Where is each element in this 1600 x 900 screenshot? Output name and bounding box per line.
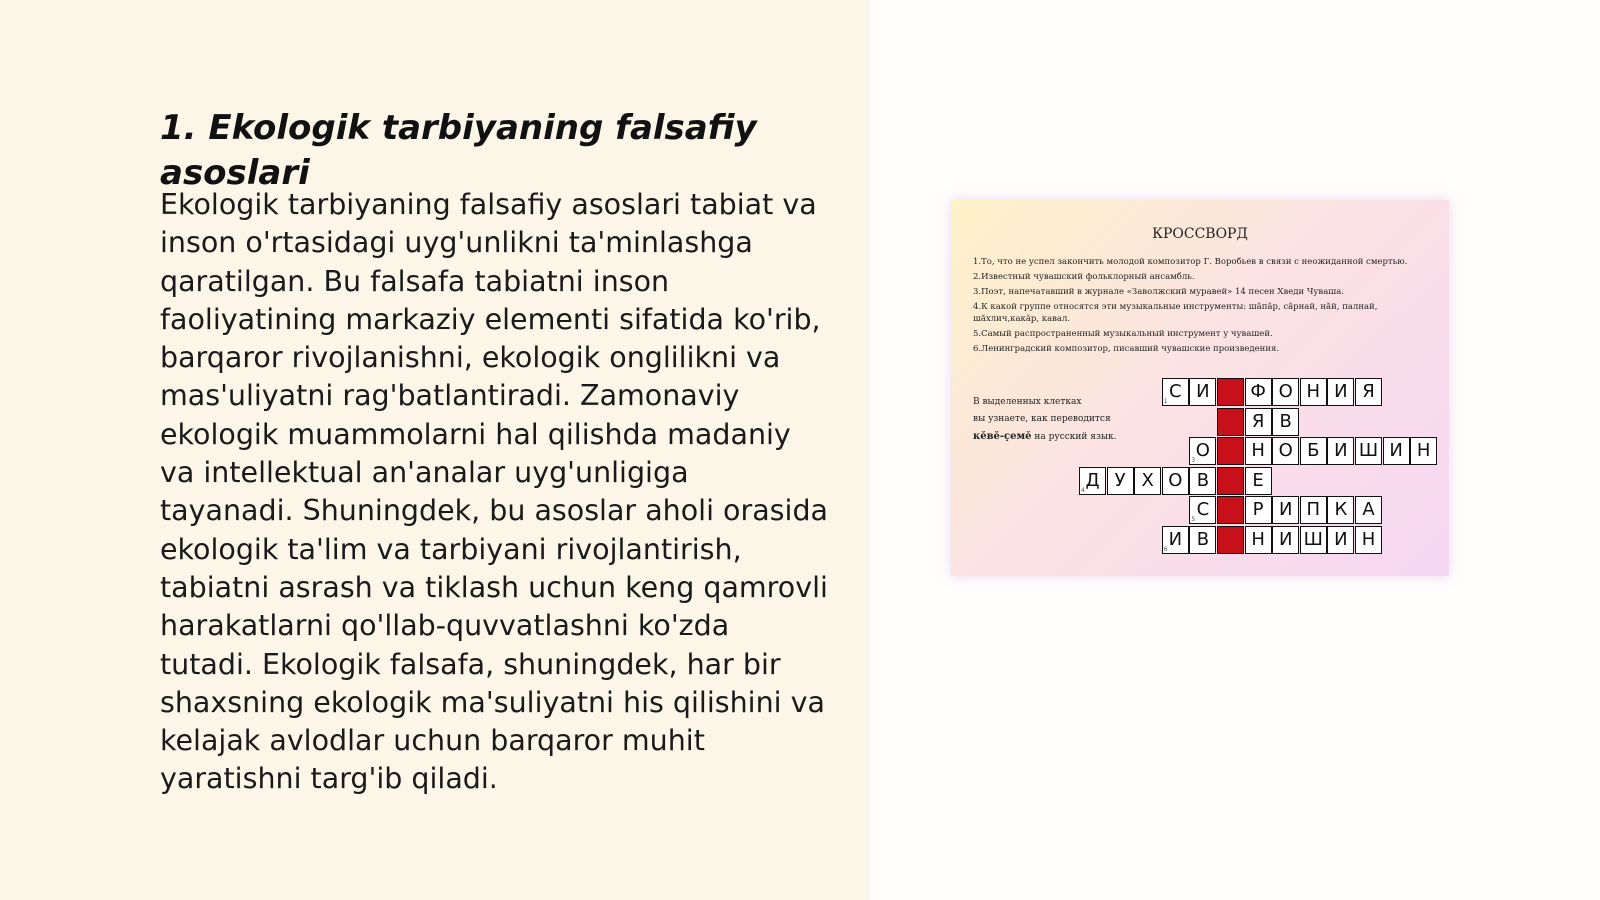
crossword-question: 2.Известный чувашский фольклорный ансамбль. (973, 272, 1195, 282)
crossword-letter: А (1224, 528, 1237, 550)
crossword-cell (1107, 467, 1134, 495)
crossword-question: 4.К какой группе относятся эти музыкальные инструменты: шăпăр, сăрнай, нăй, палнай, шăхлич,какăр, кавал. (973, 302, 1378, 324)
crossword-letter: Е (1252, 469, 1264, 491)
crossword-letter: И (1334, 528, 1348, 550)
crossword-cell (1300, 526, 1327, 554)
crossword-cell (1272, 437, 1299, 465)
crossword-letter: Ы (1222, 469, 1239, 491)
crossword-cell (1189, 526, 1216, 554)
crossword-letter: В (1196, 469, 1210, 491)
crossword-letter: Б (1307, 440, 1320, 461)
crossword-letter: С (1169, 381, 1182, 402)
crossword-letter: М (1222, 381, 1239, 402)
crossword-note-line: В выделенных клетках (973, 397, 1082, 407)
crossword-clue-number: 3 (1191, 457, 1196, 464)
crossword-clue-number: 6 (1163, 545, 1168, 553)
crossword-letter: П (1306, 499, 1321, 520)
crossword-clue-number: 1 (1163, 398, 1168, 405)
crossword-cell (1189, 378, 1216, 406)
crossword-letter: И (1278, 528, 1293, 550)
crossword-cell (1272, 496, 1299, 524)
crossword-clue-number: 4 (1081, 486, 1085, 494)
crossword-letter: Х (1141, 469, 1154, 491)
crossword-letter: И (1334, 440, 1348, 461)
crossword-letter: Н (1251, 440, 1265, 461)
crossword-question: 3.Поэт, напечатавший в журнале «Заволжский муравей» 14 песен Хведи Чуваша. (973, 287, 1344, 297)
crossword-note (973, 394, 1143, 446)
crossword-letter: О (1278, 440, 1293, 461)
crossword-cell (1355, 526, 1382, 554)
crossword-cell (1272, 408, 1299, 436)
crossword-highlight-cell (1217, 378, 1244, 406)
crossword-cell (1245, 437, 1272, 465)
crossword-questions (973, 256, 1433, 358)
crossword-note-word: кĕвĕ-çемĕ (973, 431, 1032, 442)
crossword-cell (1355, 496, 1382, 524)
crossword-letter: И (1389, 440, 1403, 461)
crossword-letter: Д (1085, 469, 1100, 491)
crossword-letter: Р (1252, 499, 1264, 520)
crossword-letter: И (1168, 528, 1183, 550)
crossword-letter: Ф (1250, 381, 1266, 402)
crossword-letter: О (1168, 469, 1183, 491)
crossword-cell (1327, 437, 1354, 465)
crossword-cell (1327, 526, 1354, 554)
crossword-letter: А (1362, 499, 1375, 520)
crossword-cell (1355, 437, 1382, 465)
crossword-highlight-cell (1217, 496, 1244, 524)
crossword-question: 6.Ленинградский композитор, писавший чувашские произведения. (973, 344, 1280, 354)
crossword-letter: Н (1251, 528, 1265, 550)
crossword-cell (1189, 437, 1216, 465)
crossword-cell (1162, 378, 1189, 406)
crossword-letter: И (1334, 381, 1348, 402)
crossword-letter: У (1114, 469, 1126, 491)
crossword-question: 1.То, что не успел закончить молодой композитор Г. Воробьев в связи с неожиданной смертью. (973, 257, 1408, 267)
crossword-cell (1245, 378, 1272, 406)
crossword-highlight-cell (1217, 526, 1244, 554)
crossword-letter: С (1196, 499, 1210, 520)
crossword-image (951, 200, 1449, 576)
crossword-letter: Я (1251, 410, 1265, 432)
crossword-cell (1327, 378, 1354, 406)
crossword-cell (1162, 467, 1189, 495)
crossword-letter: О (1195, 440, 1210, 461)
crossword-cell (1383, 437, 1410, 465)
crossword-letter: Н (1361, 528, 1376, 550)
crossword-cell (1300, 437, 1327, 465)
crossword-letter: О (1278, 381, 1293, 402)
crossword-cell (1134, 467, 1161, 495)
crossword-title: КРОССВОРД (1152, 226, 1248, 242)
crossword-cell (1189, 496, 1216, 524)
crossword-cell (1300, 378, 1327, 406)
crossword-cell (1079, 467, 1106, 495)
crossword-highlight-cell (1217, 437, 1244, 465)
crossword-cell (1327, 496, 1354, 524)
crossword-letter: В (1196, 528, 1210, 550)
crossword-cell (1245, 526, 1272, 554)
crossword-letter: К (1334, 499, 1348, 520)
crossword-letter: Ш (1303, 528, 1323, 550)
crossword-cell (1300, 496, 1327, 524)
slide-body-text: Ekologik tarbiyaning falsafiy asoslari tabiat va inson o'rtasidagi uyg'unlikni ta'minlashga qaratilgan. Bu falsafa tabiatni inson faoliyatining markaziy elementi sifatida ko'rib, barqaror rivojlanishni, ekologik onglilikni va mas'uliyatni rag'batlantiradi. Zamonaviy ekologik muammolarni hal qilishda madaniy va intellektual an'analar uyg'unligiga tayanadi. Shuningdek, bu asoslar aholi orasida ekologik ta'lim va tarbiyani rivojlantirish, tabiatni asrash va tiklash uchun keng qamrovli harakatlarni qo'llab-quvvatlashni ko'zda tutadi. Ekologik falsafa, shuningdek, har bir shaxsning ekologik ma'suliyatni his qilishini va kelajak avlodlar uchun barqaror muhit yaratishni targ'ib qiladi. (160, 188, 828, 796)
crossword-cell (1272, 526, 1299, 554)
crossword-letter: И (1278, 499, 1293, 520)
crossword-note-line: вы узнаете, как переводится (973, 414, 1111, 424)
crossword-cell (1245, 496, 1272, 524)
crossword-letter: И (1196, 381, 1210, 402)
crossword-highlight-cell (1217, 467, 1244, 495)
crossword-highlight-cell (1217, 408, 1244, 436)
crossword-cell (1355, 378, 1382, 406)
slide-title: 1. Ekologik tarbiyaning falsafiy asoslari (160, 108, 757, 193)
crossword-letter: Ш (1358, 440, 1379, 461)
crossword-letter: В (1279, 410, 1292, 432)
crossword-clue-number: 5 (1191, 516, 1196, 523)
crossword-cell (1272, 378, 1299, 406)
crossword-note-tail: на русский язык. (1034, 432, 1117, 442)
crossword-question: 5.Самый распространенный музыкальный инструмент у чувашей. (973, 329, 1273, 339)
crossword-letter: У (1225, 410, 1236, 432)
crossword-letter: К (1224, 499, 1237, 520)
crossword-letter: Н (1306, 381, 1321, 402)
crossword-cell (1245, 408, 1272, 436)
crossword-clue-number: 2 (1219, 427, 1223, 435)
crossword-cell (1162, 526, 1189, 554)
crossword-letter: Н (1416, 440, 1431, 461)
crossword-letter: Я (1362, 381, 1375, 402)
crossword-cell (1189, 467, 1216, 495)
crossword-note-line (973, 428, 1143, 446)
crossword-cell (1410, 437, 1437, 465)
crossword-letter: З (1224, 440, 1237, 461)
crossword-cell (1245, 467, 1272, 495)
